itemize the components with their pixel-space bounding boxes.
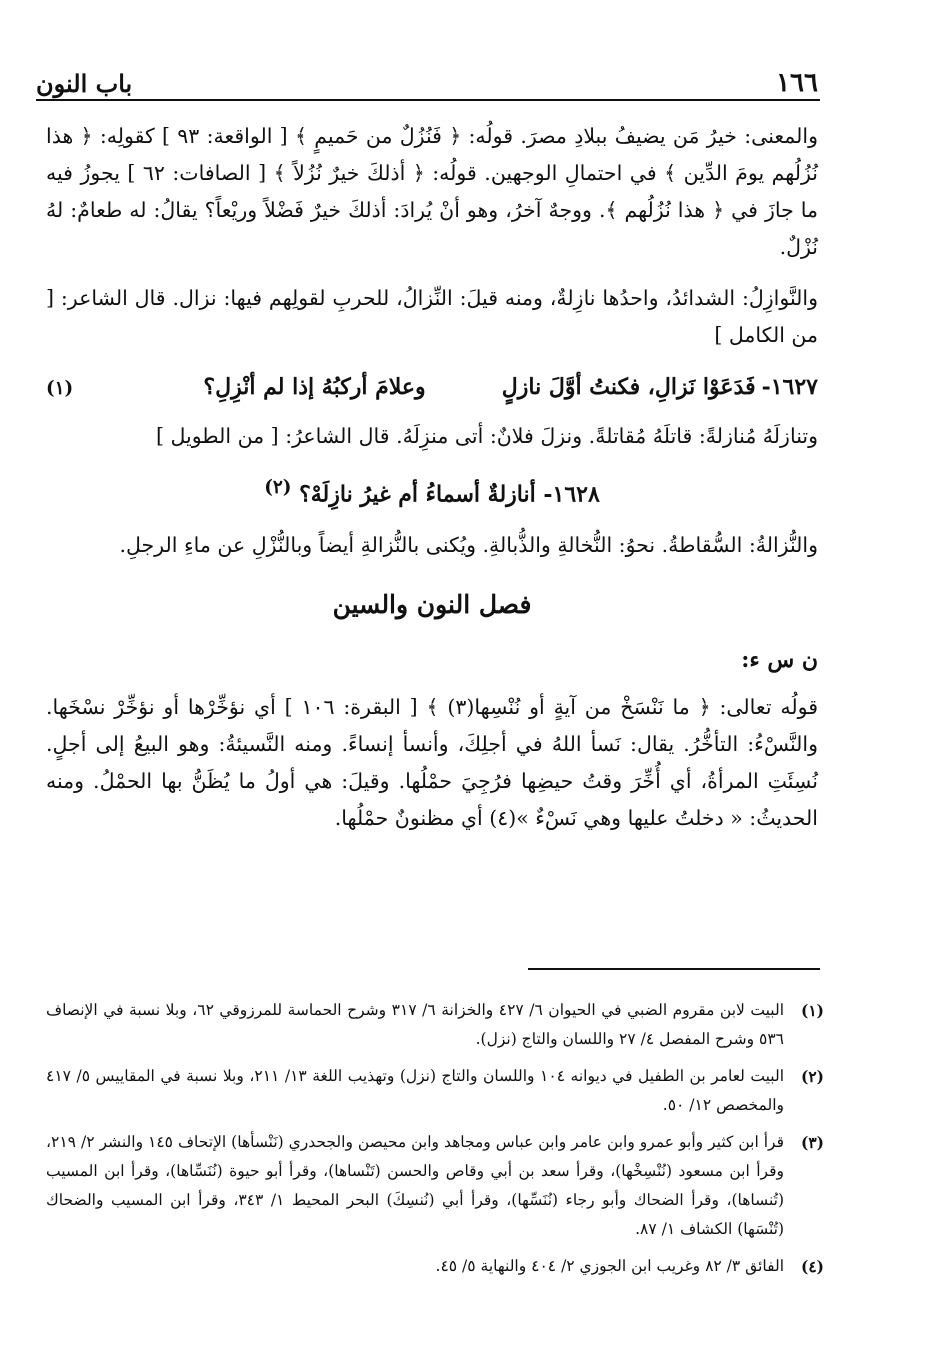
footnote-number: (٤) xyxy=(800,1257,824,1276)
paragraph-4: والنُّزالةُ: السُّقاطةُ. نحوُ: النُّخالةِ والذُّبالةِ. ويُكنى بالنُّزالةِ أيضاً وبالنُّزْلِ عن ماءِ الرجلِ. xyxy=(119,533,818,558)
page-number: ١٦٦ xyxy=(776,68,818,98)
footnote-4 xyxy=(46,1252,824,1281)
footnote-2 xyxy=(46,1062,824,1120)
footnote-1 xyxy=(46,996,824,1054)
footnote-rule xyxy=(528,968,820,970)
footnote-text: الفائق ٣/ ٨٢ وغريب ابن الجوزي ٢/ ٤٠٤ والنهاية ٥/ ٤٥. xyxy=(435,1257,784,1275)
footnote-number: (١) xyxy=(800,1001,824,1020)
footnote-ref: (١) xyxy=(46,378,74,399)
footnote-text: قرأ ابن كثير وأبو عمرو وابن عامر وابن عباس ومجاهد وابن محيصن والجحدري (نَنْسأها) الإتحاف ١٤٥ والنشر ٢/ ٢١٩، وقرأ ابن مسعود (نُنْسِخْها)، وقرأ سعد بن أبي وقاص والحسن (تَنْساها)، وقرأ أبو حيوة (نُنَسِّاها)، وقرأ ابن المسيب (تُنساها)، وقرأ الضحاك وأبو رجاء (نُنَسِّها)، وقرأ أبي (نُنسِكَ) البحر المحيط ١/ ٣٤٣، وقرأ ابن المسيب والضحاك (تُنْسَها) الكشاف ١/ ٨٧. xyxy=(46,1133,784,1238)
verse-hemistich-2: وعلامَ أركبُهُ إذا لم أنْزِلِ؟ xyxy=(203,374,426,400)
verse-number: ١٦٢٧- xyxy=(761,374,818,400)
footnote-text: البيت لعامر بن الطفيل في ديوانه ١٠٤ واللسان والتاج (نزل) وتهذيب اللغة ١٣/ ٢١١، وبلا نسبة في المقاييس ٥/ ٤١٧ والمخصص ١٢/ ٥٠. xyxy=(46,1067,785,1114)
paragraph-2: والنَّوازِلُ: الشدائدُ، واحدُها نازِلةٌ، ومنه قيلَ: النِّزالُ، للحربِ لقولِهم فيها: نزال. قال الشاعر: [ من الكامل ] xyxy=(46,286,818,347)
verse-hemistich-1: فَدَعَوْا نَزالِ، فكنتُ أوَّلَ نازلٍ xyxy=(501,374,756,400)
verse-number: ١٦٢٨- xyxy=(543,481,600,508)
root-heading: ن س ء: xyxy=(741,647,818,674)
footnote-number: (٢) xyxy=(800,1067,824,1086)
footnote-number: (٣) xyxy=(800,1133,824,1152)
verse-1628 xyxy=(46,469,818,513)
paragraph-5: قولُه تعالى: ﴿ ما نَنْسَخْ من آيةٍ أو نُنْسِها(٣) ﴾ [ البقرة: ١٠٦ ] أي نؤخِّرْها أو نؤخِّرْ نسْخَها. والنَّسْءُ: التأخُّرُ. يقال: نَسأ اللهُ في أجلِكَ، وأنسأ إنساءً. ومنه النَّسيئةُ: وهو البيعُ إلى أجلٍ. نُسِئَتِ المرأةُ، أي أُخِّرَ وقتُ حيضِها فرُجِيَ حمْلُها. وقيلَ: هي أولُ ما يُظَنُّ بها الحمْلُ. ومنه الحديثُ: « دخلتُ عليها وهي نَسْءٌ »(٤) أي مظنونٌ حمْلُها. xyxy=(46,695,818,831)
main-text xyxy=(46,118,818,851)
verse-1627 xyxy=(46,368,818,408)
verse-text: أنازلةٌ أسماءُ أم غيرُ نازِلَهْ؟ xyxy=(299,481,536,508)
footnotes xyxy=(46,996,824,1289)
footnote-text: البيت لابن مقروم الضبي في الحيوان ٦/ ٤٢٧ والخزانة ٦/ ٣١٧ وشرح الحماسة للمرزوقي ٦٢، وبلا نسبة في الإنصاف ٥٣٦ وشرح المفصل ٤/ ٢٧ واللسان والتاج (نزل). xyxy=(46,1001,784,1048)
section-title: فصل النون والسين xyxy=(332,590,532,620)
paragraph-1: والمعنى: خيرُ مَن يضيفُ ببلادِ مصرَ. قولُه: ﴿ فَنُزُلٌ من حَميمٍ ﴾ [ الواقعة: ٩٣ ] كقولِه: ﴿ هذا نُزُلُهم يومَ الدِّين ﴾ في احتمالِ الوجهين. قولُه: ﴿ أذلكَ خيرٌ نُزُلاً ﴾ [ الصافات: ٦٢ ] يجوزُ فيه ما جازَ في ﴿ هذا نُزُلُهم ﴾. ووجهٌ آخرُ، وهو أنْ يُرادَ: أذلكَ خيرٌ فَضْلاً وريْعاً؟ يقالُ: له طعامٌ: لهُ نُزْلٌ. xyxy=(46,124,818,259)
paragraph-3: وتنازلَهُ مُنازلةً: قاتلَهُ مُقاتلةً. ونزلَ فلانٌ: أتى منزِلَهُ. قال الشاعرُ: [ من الطويل ] xyxy=(155,424,818,448)
header-rule xyxy=(36,99,820,101)
chapter-title: باب النون xyxy=(36,69,133,98)
page-header xyxy=(36,58,818,98)
footnote-ref: (٢) xyxy=(264,477,292,498)
footnote-3 xyxy=(46,1128,824,1244)
